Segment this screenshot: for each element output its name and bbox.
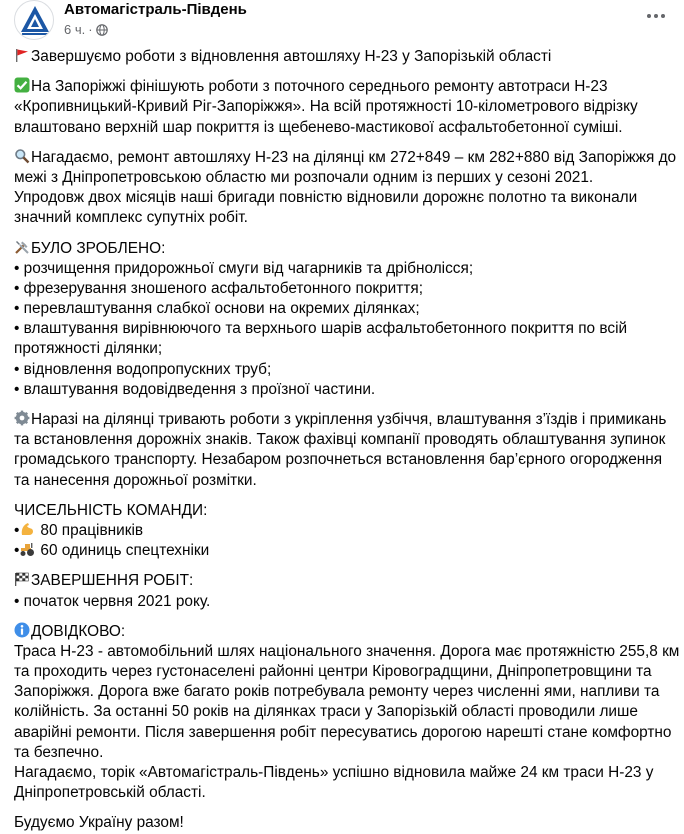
done-heading-line [14,239,674,259]
post-title-line [14,47,674,67]
done-heading: БУЛО ЗРОБЛЕНО: [31,239,166,257]
paragraph-2-line: межі з Дніпропетровською областю ми розпочали одним із перших у сезоні 2021. [14,168,594,186]
done-list-item: • влаштування водовідведення з проїзної частини. [14,380,376,398]
post-time[interactable]: 6 ч. [64,22,86,37]
meta-separator: · [88,22,93,37]
paragraph-3-line [14,410,674,430]
team-workers-text: 80 працівників [40,521,144,539]
team-workers-item [14,521,674,541]
paragraph-1-line [14,77,674,97]
info-heading: ДОВІДКОВО: [31,622,126,640]
red-flag-icon [14,47,30,63]
post-header [14,0,670,44]
globe-icon[interactable] [96,24,108,36]
paragraph-3-line: громадського транспорту. Незабаром розпочнеться встановлення бар’єрного огородження [14,451,663,469]
done-list-item: • розчищення придорожньої смуги від чагарників та дрібнолісся; [14,259,474,277]
paragraph-3-line: та встановлення дорожніх знаків. Також фахівці компанії проводять облаштування зупинок [14,431,666,449]
closing-line: Будуємо Україну разом! [14,814,184,832]
info-line: Запоріжжя. Дорога вже багато років потребувала ремонту через численні ями, напливи та [14,683,660,701]
finish-heading: ЗАВЕРШЕННЯ РОБІТ: [31,572,194,590]
flexed-biceps-icon [19,521,35,537]
paragraph-1-line: «Кропивницький-Кривий Ріг-Запоріжжя». На всій протяжності 10-кілометрового відрізку [14,98,638,116]
info-line: Траса Н-23 - автомобільний шлях національного значення. Дорога має протяжністю 255,8 км [14,642,680,660]
paragraph-2-line [14,148,677,168]
more-dot [654,14,658,18]
post-title: Завершуємо роботи з відновлення автошляху Н-23 у Запорізькій області [31,48,552,65]
page-name-link[interactable]: Автомагістраль-Південь [64,1,247,18]
done-list-item: • відновлення водопропускних труб; [14,360,272,378]
bullet: • [14,521,20,539]
tractor-icon [19,541,35,557]
paragraph-1-text: На Запоріжжі фінішують роботи з поточного середнього ремонту автотраси Н-23 [31,78,608,96]
paragraph-2-line: значний комплекс супутніх робіт. [14,209,248,227]
info-heading-line [14,622,674,642]
info-line: Дніпропетровській області. [14,784,206,802]
check-mark-icon [14,77,30,93]
done-list-item: протяжності ділянки; [14,340,163,358]
info-line: та проходить через густонаселені районні центри Кіровоградщини, Дніпропетровщини та [14,663,652,681]
paragraph-1-line: влаштовано верхній шар покриття із щебенево-мастикової асфальтобетонної суміші. [14,118,623,136]
information-icon [14,622,30,638]
post-text [14,47,680,834]
paragraph-2-line: Упродовж двох місяців наші бригади повністю відновили дорожнє полотно та виконали [14,189,638,207]
info-line: аварійні ремонти. Після завершення робіт пересуватись дорогою нарешті стане комфортно [14,723,672,741]
paragraph-3-text: Наразі на ділянці тривають роботи з укріплення узбіччя, влаштування з’їздів і примикань [31,411,667,428]
checkered-flag-icon [14,571,30,587]
finish-heading-line [14,571,674,591]
more-options-button[interactable] [642,6,670,26]
post-meta [64,22,108,37]
page-logo-icon [15,1,54,40]
info-line: Нагадаємо, торік «Автомагістраль-Південь» успішно відновила майже 24 км траси Н-23 у [14,764,654,781]
done-list-item: • влаштування вирівнюючого та верхнього шарів асфальтобетонного покриття по всій [14,320,628,338]
page-avatar[interactable] [14,0,54,40]
paragraph-2-text: Нагадаємо, ремонт автошляху Н-23 на ділянці км 272+849 – км 282+880 від Запоріжжя до [31,148,677,166]
finish-item: • початок червня 2021 року. [14,592,211,610]
team-machines-text: 60 одиниць спецтехніки [40,542,210,560]
team-machines-item [14,541,674,561]
tools-icon [14,239,30,255]
bullet: • [14,542,20,560]
team-heading: ЧИСЕЛЬНІСТЬ КОМАНДИ: [14,501,208,519]
info-line: та безпечно. [14,743,104,761]
done-list-item: • перевлаштування слабкої основи на окремих ділянках; [14,300,420,318]
paragraph-3-line: та нанесення дорожньої розмітки. [14,471,257,489]
done-list-item: • фрезерування зношеного асфальтобетонного покриття; [14,279,423,297]
magnifier-icon [14,148,30,164]
info-line: колійність. За останні 50 років на ділянках траси у Запорізькій області проводили лише [14,703,638,721]
gear-icon [14,410,30,426]
more-dot [661,14,665,18]
more-dot [647,14,651,18]
